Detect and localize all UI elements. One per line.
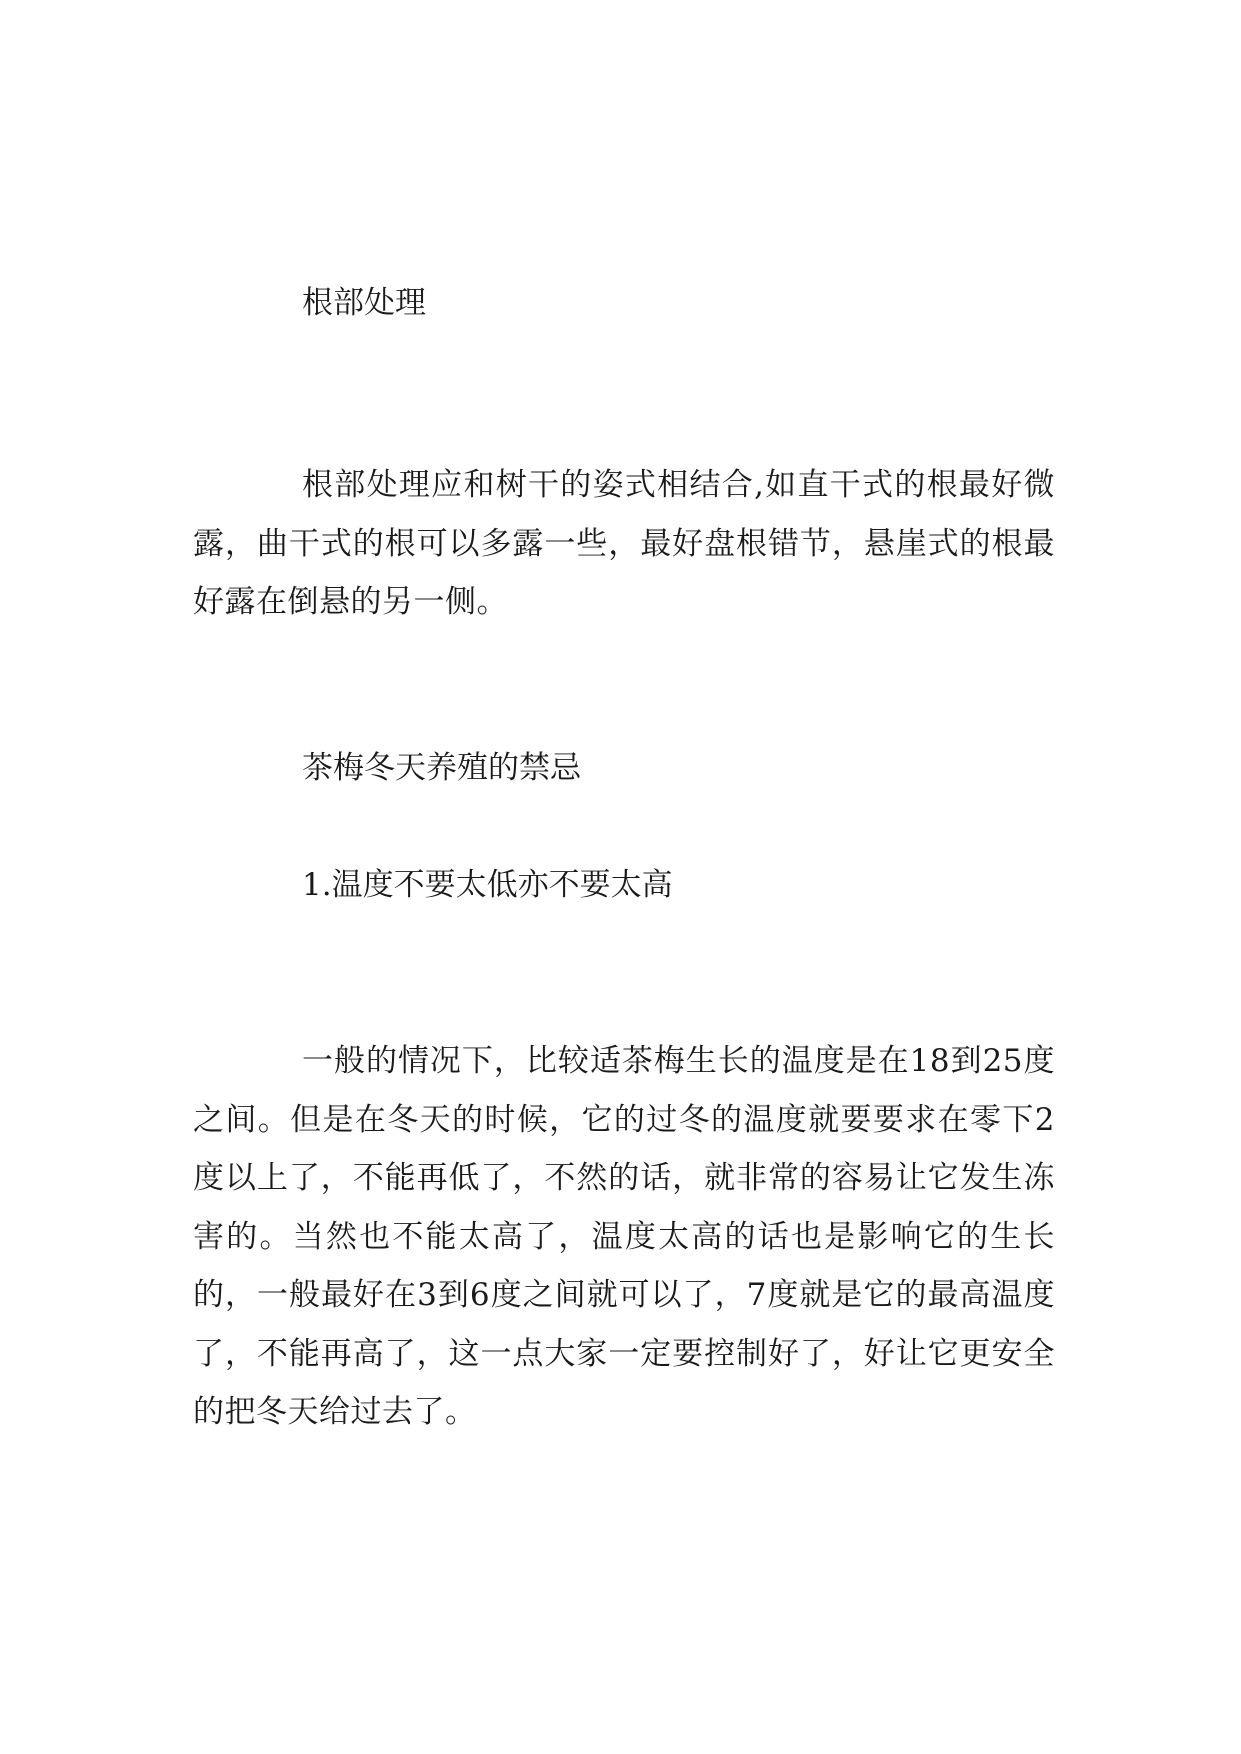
paragraph-root-treatment: 根部处理应和树干的姿式相结合,如直干式的根最好微露，曲干式的根可以多露一些，最好盘根错节，悬崖式的根最好露在倒悬的另一侧。 [193,467,1055,620]
section-heading-winter-taboo: 茶梅冬天养殖的禁忌 [302,750,581,786]
subheading-temperature: 1.温度不要太低亦不要太高 [302,867,673,903]
paragraph-temperature: 一般的情况下，比较适茶梅生长的温度是在18到25度之间。但是在冬天的时候，它的过冬的温度就要要求在零下2度以上了，不能再低了，不然的话，就非常的容易让它发生冻害的。当然也不能太高了，温度太高的话也是影响它的生长的，一般最好在3到6度之间就可以了，7度就是它的最高温度了，不能再高了，这一点大家一定要控制好了，好让它更安全的把冬天给过去了。 [193,1043,1055,1430]
section-heading-root-treatment: 根部处理 [302,285,426,321]
